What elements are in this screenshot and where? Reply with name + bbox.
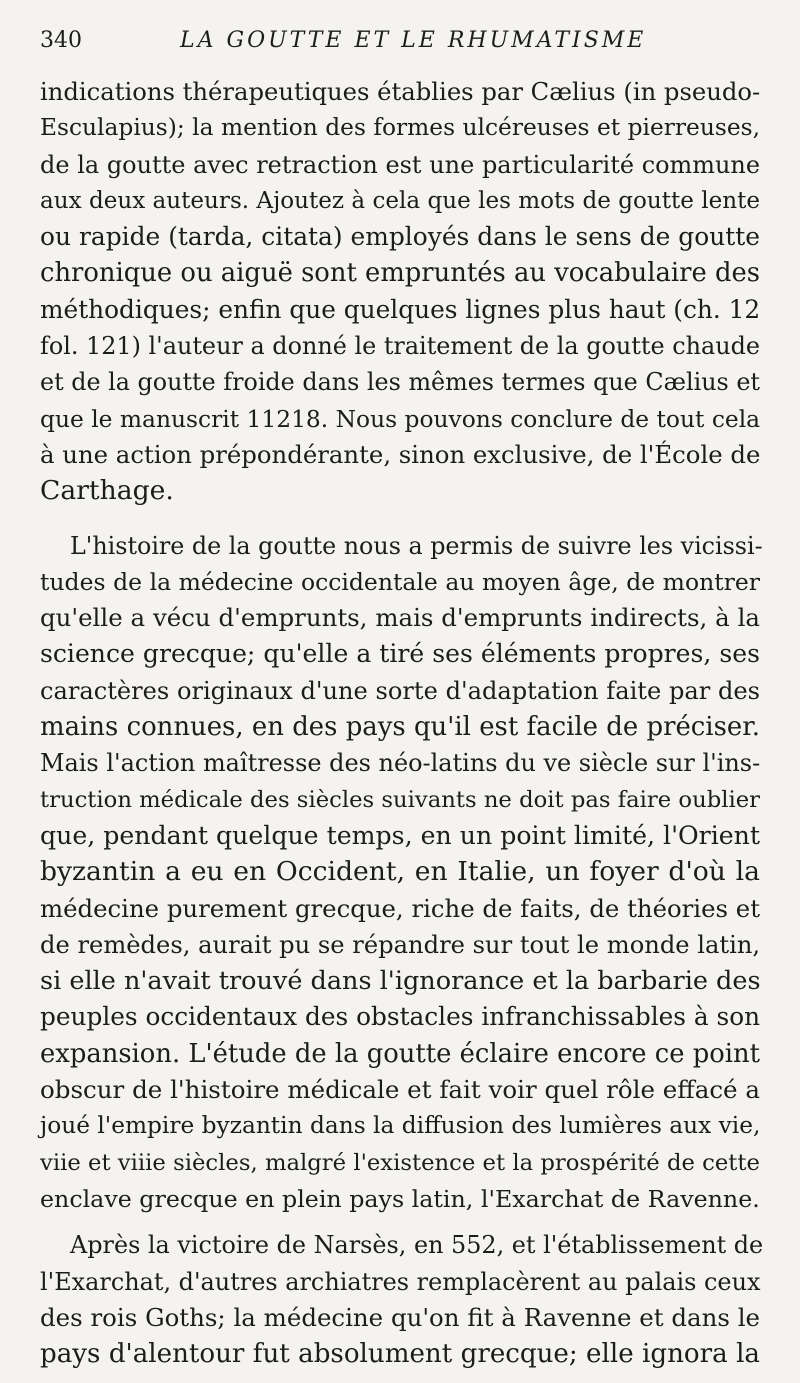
- text-line: mains connues, en des pays qu'il est facile de préciser.: [40, 712, 760, 743]
- text-line: chronique ou aiguë sont empruntés au vocabulaire des: [40, 258, 760, 289]
- text-line: méthodiques; enfin que quelques lignes plus haut (ch. 12: [40, 294, 761, 324]
- body-text: [40, 74, 764, 1372]
- text-line: tudes de la médecine occidentale au moyen âge, de montrer: [40, 567, 760, 596]
- text-line: byzantin a eu en Occident, en Italie, un foyer d'où la: [40, 856, 760, 888]
- text-line: Mais l'action maîtresse des néo-latins du ve siècle sur l'ins-: [40, 749, 761, 778]
- text-line: joué l'empire byzantin dans la diffusion des lumières aux vie,: [40, 1112, 761, 1140]
- text-line: qu'elle a vécu d'emprunts, mais d'emprunts indirects, à la: [40, 603, 760, 633]
- text-line: de remèdes, aurait pu se répandre sur tout le monde latin,: [40, 930, 761, 959]
- text-line: indications thérapeutiques établies par Cælius (in pseudo-: [40, 77, 761, 106]
- page-header: [40, 28, 760, 68]
- text-line: des rois Goths; la médecine qu'on fit à Ravenne et dans le: [40, 1302, 760, 1332]
- paragraph-1: [40, 74, 760, 510]
- paragraph-spacer: [40, 1217, 760, 1227]
- text-line: ou rapide (tarda, citata) employés dans le sens de goutte: [40, 222, 760, 252]
- text-line: truction médicale des siècles suivants ne doit pas faire oublier: [40, 786, 760, 813]
- text-line: L'histoire de la goutte nous a permis de suivre les vicissi-: [70, 531, 763, 560]
- text-line: expansion. L'étude de la goutte éclaire encore ce point: [40, 1038, 760, 1069]
- paragraph-3: [40, 1227, 764, 1372]
- text-line: l'Exarchat, d'autres archiatres remplacèrent au palais ceux: [40, 1267, 761, 1296]
- text-line: que, pendant quelque temps, en un point limité, l'Orient: [40, 820, 760, 850]
- paragraph-spacer: [40, 510, 760, 528]
- text-line: et de la goutte froide dans les mêmes termes que Cælius et: [40, 368, 760, 397]
- text-line: de la goutte avec retraction est une particularité commune: [40, 150, 760, 179]
- text-line: caractères originaux d'une sorte d'adaptation faite par des: [40, 676, 760, 705]
- text-line: que le manuscrit 11218. Nous pouvons conclure de tout cela: [40, 404, 761, 433]
- text-line: Esculapius); la mention des formes ulcéreuses et pierreuses,: [40, 114, 760, 142]
- text-line: Carthage.: [40, 475, 174, 507]
- text-line: enclave grecque en plein pays latin, l'Exarchat de Ravenne.: [40, 1184, 760, 1213]
- text-line: obscur de l'histoire médicale et fait voir quel rôle effacé a: [40, 1075, 760, 1105]
- paragraph-2: [40, 528, 763, 1218]
- text-line: si elle n'avait trouvé dans l'ignorance et la barbarie des: [40, 966, 761, 997]
- text-line: médecine purement grecque, riche de faits, de théories et: [40, 893, 760, 923]
- text-line: peuples occidentaux des obstacles infranchissables à son: [40, 1002, 761, 1032]
- text-line: aux deux auteurs. Ajoutez à cela que les mots de goutte lente: [40, 187, 761, 214]
- text-line: à une action prépondérante, sinon exclusive, de l'École de: [40, 439, 761, 469]
- text-line: viie et viiie siècles, malgré l'existence et la prospérité de cette: [40, 1149, 760, 1176]
- running-title: LA GOUTTE ET LE RHUMATISME: [180, 28, 647, 53]
- text-line: pays d'alentour fut absolument grecque; elle ignora la: [40, 1339, 760, 1370]
- page-number: 340: [40, 28, 82, 53]
- text-line: science grecque; qu'elle a tiré ses éléments propres, ses: [40, 639, 760, 669]
- text-line: Après la victoire de Narsès, en 552, et l'établissement de: [70, 1231, 764, 1260]
- text-line: fol. 121) l'auteur a donné le traitement de la goutte chaude: [40, 332, 760, 361]
